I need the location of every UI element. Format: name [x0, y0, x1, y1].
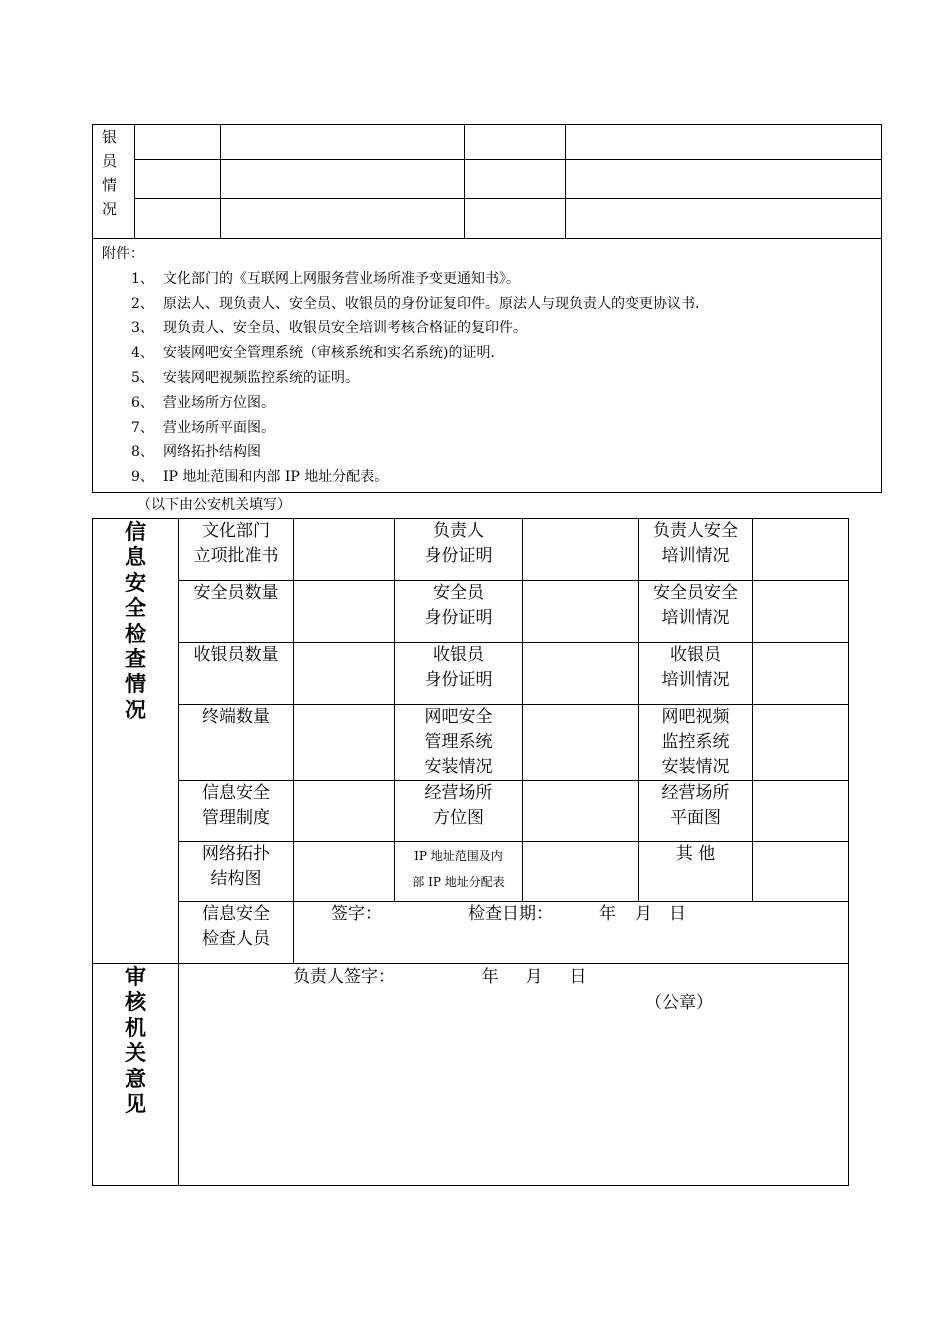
attachment-text: 现负责人、安全员、收银员安全培训考核合格证的复印件。: [163, 320, 527, 337]
side-label-char: 况: [125, 697, 146, 722]
field-label: [179, 643, 294, 705]
check-date-label: 检查日期：: [468, 904, 553, 924]
sign-label: 签字：: [331, 904, 382, 924]
attachment-num: 7、: [131, 419, 154, 436]
security-check-side-label: [93, 519, 179, 964]
label-line: 其 他: [675, 844, 716, 864]
value-cell[interactable]: [294, 705, 395, 781]
field-label: [395, 643, 523, 705]
side-label-char: 信: [125, 520, 146, 544]
value-cell[interactable]: [753, 643, 849, 705]
label-line: 结构图: [210, 869, 262, 889]
cashier-section-label: [93, 125, 135, 239]
label-line: 方位图: [433, 808, 484, 828]
label-line: 安装情况: [424, 757, 493, 777]
side-label-char: 意: [125, 1066, 146, 1091]
review-sign-line: 负责人签字： 年 月 日: [293, 967, 587, 987]
cashier-cell[interactable]: [221, 160, 465, 199]
attachment-item: [102, 465, 881, 490]
attachment-item: [102, 292, 881, 317]
review-side-label: [93, 964, 179, 1186]
label-line: 检查人员: [202, 929, 270, 949]
attachment-text: 安装网吧安全管理系统（审核系统和实名系统)的证明.: [163, 345, 495, 362]
cashier-cell[interactable]: [465, 160, 566, 199]
label-line: 网络拓扑: [202, 844, 270, 864]
value-cell[interactable]: [753, 705, 849, 781]
attachment-num: 4、: [131, 345, 154, 362]
value-cell[interactable]: [753, 842, 849, 902]
field-label: [179, 705, 294, 781]
label-line: 经营场所: [661, 783, 730, 803]
cashier-cell[interactable]: [135, 160, 221, 199]
label-line: 网吧视频: [661, 707, 730, 727]
attachments-list: [93, 239, 882, 493]
attachment-text: IP 地址范围和内部 IP 地址分配表。: [163, 469, 389, 486]
attachment-item: [102, 341, 881, 366]
attachment-item: [102, 440, 881, 465]
field-label: [639, 781, 753, 842]
label-line: 培训情况: [661, 608, 730, 628]
side-label-char: 关: [125, 1041, 146, 1066]
attachment-item: [102, 391, 881, 416]
field-label: [179, 519, 294, 581]
label-line: 收银员数量: [193, 645, 279, 665]
value-cell[interactable]: [753, 519, 849, 581]
attachments-title: 附件：: [102, 246, 144, 262]
attachment-num: 1、: [131, 270, 154, 287]
label-line: 信息安全: [202, 904, 270, 924]
cashier-cell[interactable]: [465, 199, 566, 239]
attachment-num: 8、: [131, 444, 154, 461]
cashier-label-char: 银: [102, 128, 118, 146]
value-cell[interactable]: [753, 781, 849, 842]
label-line: IP 地址范围及内: [414, 849, 503, 863]
side-label-char: 安: [125, 570, 146, 595]
attachment-num: 9、: [131, 469, 154, 486]
label-line: 安全员: [433, 583, 484, 603]
cashier-cell[interactable]: [566, 125, 882, 160]
field-label: [179, 781, 294, 842]
attachment-text: 网络拓扑结构图: [163, 444, 261, 461]
label-line: 立项批准书: [193, 546, 279, 566]
label-line: 安全员数量: [193, 583, 279, 603]
field-label: [639, 519, 753, 581]
cashier-cell[interactable]: [135, 199, 221, 239]
value-cell[interactable]: [523, 519, 639, 581]
label-line: 培训情况: [661, 546, 730, 566]
review-opinion-cell[interactable]: [179, 964, 849, 1186]
label-line: 培训情况: [661, 670, 730, 690]
label-line: 文化部门: [202, 521, 270, 541]
label-line: 安装情况: [661, 757, 730, 777]
attachment-text: 原法人、现负责人、安全员、收银员的身份证复印件。原法人与现负责人的变更协议书.: [163, 295, 700, 312]
value-cell[interactable]: [294, 581, 395, 643]
side-label-char: 查: [125, 647, 146, 672]
cashier-attachment-table: [92, 124, 882, 493]
side-label-char: 见: [125, 1092, 146, 1117]
value-cell[interactable]: [753, 581, 849, 643]
attachment-num: 3、: [131, 320, 154, 337]
cashier-label-char: 员: [102, 152, 118, 170]
field-label: [639, 581, 753, 643]
field-label: [639, 705, 753, 781]
cashier-cell[interactable]: [566, 160, 882, 199]
side-label-char: 检: [125, 621, 146, 646]
label-line: 身份证明: [424, 608, 493, 628]
month-label: 月: [635, 904, 652, 924]
label-line: 平面图: [670, 808, 721, 828]
side-label-char: 情: [125, 672, 146, 697]
cashier-cell[interactable]: [135, 125, 221, 160]
inspector-label: [179, 902, 294, 964]
attachment-text: 营业场所方位图。: [163, 394, 275, 411]
value-cell[interactable]: [294, 643, 395, 705]
cashier-cell[interactable]: [221, 199, 465, 239]
label-line: 部 IP 地址分配表: [412, 875, 505, 889]
attachment-item: [102, 366, 881, 391]
attachment-num: 5、: [131, 369, 154, 386]
value-cell[interactable]: [294, 781, 395, 842]
label-line: 收银员: [670, 645, 721, 665]
attachment-text: 营业场所平面图。: [163, 419, 275, 436]
attachment-item: [102, 267, 881, 292]
field-label: [639, 842, 753, 902]
police-fill-note: （以下由公安机关填写）: [137, 497, 291, 513]
side-label-char: 全: [125, 596, 146, 621]
field-label: [395, 519, 523, 581]
label-line: 监控系统: [661, 732, 730, 752]
value-cell[interactable]: [523, 781, 639, 842]
inspector-sign-cell[interactable]: [294, 902, 849, 964]
value-cell[interactable]: [523, 643, 639, 705]
cashier-cell[interactable]: [221, 125, 465, 160]
cashier-cell[interactable]: [465, 125, 566, 160]
security-review-table: [92, 518, 849, 1186]
attachment-num: 6、: [131, 394, 154, 411]
attachment-text: 安装网吧视频监控系统的证明。: [163, 369, 359, 386]
label-line: 身份证明: [424, 546, 493, 566]
field-label: [395, 842, 523, 902]
cashier-cell[interactable]: [566, 199, 882, 239]
attachment-text: 文化部门的《互联网上网服务营业场所准予变更通知书》。: [163, 270, 520, 287]
attachment-item: [102, 316, 881, 341]
field-label: [395, 781, 523, 842]
side-label-char: 息: [125, 545, 146, 570]
attachment-num: 2、: [131, 295, 154, 312]
label-line: 经营场所: [424, 783, 493, 803]
label-line: 负责人: [433, 521, 484, 541]
inspector-sign-line: [294, 902, 848, 927]
field-label: [179, 581, 294, 643]
label-line: 信息安全: [202, 783, 270, 803]
value-cell[interactable]: [294, 842, 395, 902]
field-label: [395, 581, 523, 643]
label-line: 网吧安全: [424, 707, 493, 727]
label-line: 收银员: [433, 645, 484, 665]
value-cell[interactable]: [523, 581, 639, 643]
field-label: [639, 643, 753, 705]
value-cell[interactable]: [294, 519, 395, 581]
cashier-label-char: 况: [102, 200, 118, 218]
attachment-item: [102, 416, 881, 441]
label-line: 安全员安全: [653, 583, 738, 603]
value-cell[interactable]: [523, 842, 639, 902]
label-line: 终端数量: [202, 707, 270, 727]
day-label: 日: [669, 904, 686, 924]
side-label-char: 机: [125, 1015, 146, 1040]
label-line: 负责人安全: [653, 521, 738, 541]
field-label: [395, 705, 523, 781]
cashier-label-char: 情: [102, 176, 118, 194]
year-label: 年: [599, 904, 616, 924]
side-label-char: 审: [125, 965, 146, 989]
official-seal-label: （公章）: [645, 993, 713, 1013]
value-cell[interactable]: [523, 705, 639, 781]
label-line: 管理系统: [424, 732, 493, 752]
field-label: [179, 842, 294, 902]
label-line: 身份证明: [424, 670, 493, 690]
side-label-char: 核: [125, 990, 146, 1015]
label-line: 管理制度: [202, 808, 270, 828]
